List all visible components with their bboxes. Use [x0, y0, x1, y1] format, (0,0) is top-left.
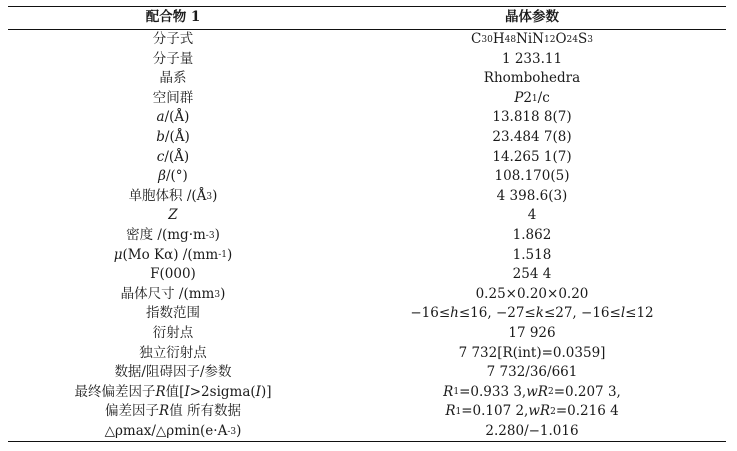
table-row	[8, 108, 726, 128]
row-value: 17 926	[508, 324, 556, 341]
table-row	[8, 304, 726, 324]
table-row	[8, 206, 726, 226]
table-row	[8, 187, 726, 207]
table-row	[8, 226, 726, 246]
row-value: C 30 H 48 NiN 12 O 24 S 3	[471, 31, 593, 48]
row-value: P 2 1 /c	[514, 89, 550, 106]
row-label: 最终偏差因子 R 值[ I >2sigma( I )]	[74, 383, 272, 400]
crystal-data-table	[8, 6, 726, 442]
table-row	[8, 265, 726, 285]
row-value: Rhombohedra	[483, 70, 581, 87]
row-value: 1.518	[512, 246, 552, 263]
row-label: 衍射点	[152, 324, 194, 341]
row-value: 108.170(5)	[494, 168, 570, 185]
table-row	[8, 89, 726, 109]
table-row	[8, 128, 726, 148]
row-label: Z	[168, 207, 178, 224]
row-value: 7 732[R(int)=0.0359]	[458, 344, 606, 361]
table-row	[8, 285, 726, 305]
table-row	[8, 69, 726, 89]
row-value: 1 233.11	[501, 50, 563, 67]
row-label: b /(Å)	[156, 129, 190, 146]
header-compound: 配合物 1	[145, 9, 201, 26]
table-row	[8, 344, 726, 364]
table-row	[8, 383, 726, 403]
table-row	[8, 402, 726, 422]
table-row	[8, 30, 726, 50]
row-value: 13.818 8(7)	[492, 109, 572, 126]
table-row	[8, 148, 726, 168]
row-value: 1.862	[512, 226, 552, 243]
row-value: 2.280/−1.016	[485, 422, 579, 439]
row-value: 4	[527, 207, 537, 224]
row-label: △ρmax/△ρmin(e·A -3 )	[104, 422, 242, 439]
header-crystal-parameters: 晶体参数	[505, 9, 559, 26]
row-label: μ (Mo Kα) /(mm -1 )	[113, 246, 233, 263]
table-row	[8, 167, 726, 187]
row-label: F(000)	[150, 266, 196, 283]
row-label: a /(Å)	[156, 109, 190, 126]
table-row	[8, 422, 726, 443]
table-row	[8, 246, 726, 266]
row-value: 0.25×0.20×0.20	[475, 285, 589, 302]
row-label: β /(°)	[158, 168, 188, 185]
row-value: 23.484 7(8)	[492, 129, 572, 146]
row-value: 4 398.6(3)	[496, 187, 568, 204]
row-label: 偏差因子 R 值 所有数据	[105, 403, 241, 420]
row-label: 晶系	[159, 70, 187, 87]
row-value: −16≤ h ≤16, −27≤ k ≤27, −16≤ l ≤12	[410, 305, 654, 322]
row-label: 晶体尺寸 /(mm 3 )	[120, 285, 226, 302]
table-row	[8, 363, 726, 383]
row-label: 密度 /(mg·m -3 )	[126, 226, 220, 243]
row-value: R 1 =0.107 2, wR 2 =0.216 4	[445, 403, 619, 420]
table-header	[8, 6, 726, 30]
table-row	[8, 324, 726, 344]
row-label: 数据/阻碍因子/参数	[114, 364, 232, 381]
row-value: 7 732/36/661	[486, 364, 578, 381]
row-label: 指数范围	[146, 305, 200, 322]
row-value: 254 4	[512, 266, 552, 283]
row-label: c /(Å)	[156, 148, 190, 165]
row-label: 空间群	[152, 89, 194, 106]
row-label: 单胞体积 /(Å 3 )	[128, 187, 218, 204]
row-value: R 1 =0.933 3, wR 2 =0.207 3,	[443, 383, 621, 400]
row-label: 独立衍射点	[139, 344, 207, 361]
row-value: 14.265 1(7)	[492, 148, 572, 165]
row-label: 分子式	[152, 31, 194, 48]
row-label: 分子量	[152, 50, 194, 67]
table-row	[8, 50, 726, 70]
